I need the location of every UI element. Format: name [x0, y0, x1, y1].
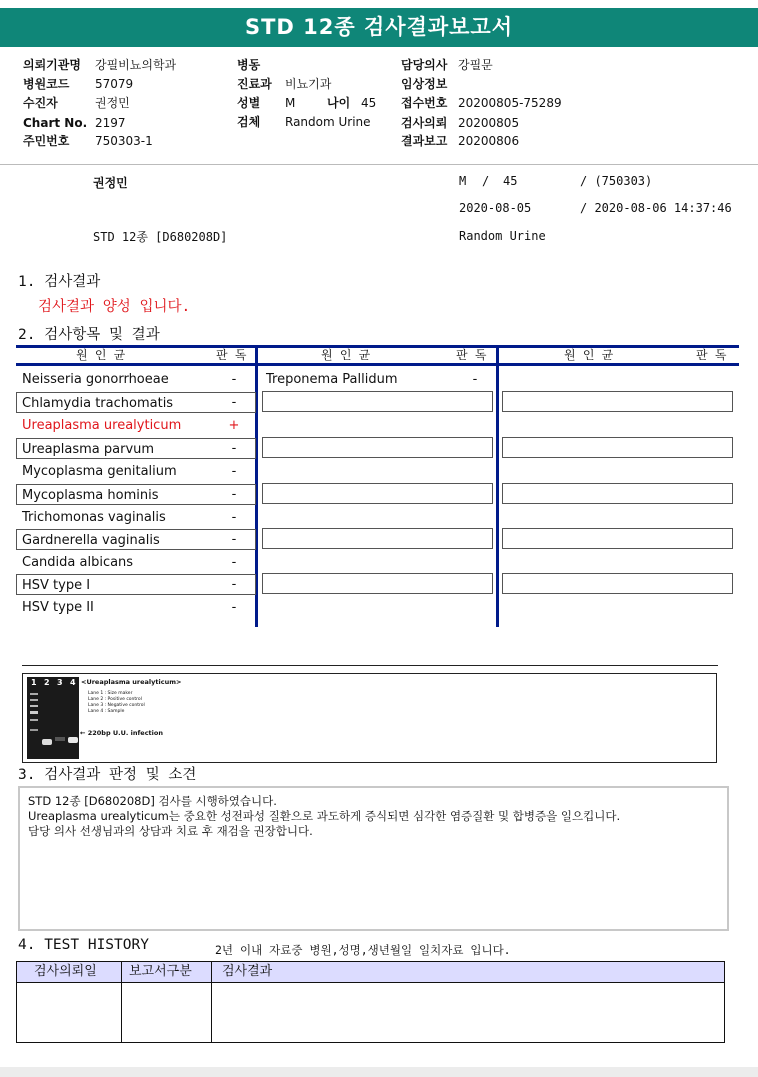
organism-result: - — [231, 464, 237, 479]
specimen-value: Random Urine — [285, 115, 371, 129]
ward-row: 병동 — [237, 58, 261, 72]
history-table — [16, 961, 725, 1043]
organism-result: - — [231, 441, 237, 456]
organism-name: Trichomonas vaginalis — [22, 510, 166, 525]
ladder-band — [30, 699, 38, 701]
sample-band — [68, 737, 78, 743]
organism-name: HSV type I — [16, 574, 256, 595]
gel-figure — [22, 673, 717, 763]
section4-heading: 4. TEST HISTORY — [18, 937, 149, 953]
lane-number: 4 — [70, 678, 76, 687]
rrn-value: 750303-1 — [95, 134, 153, 148]
empty-cell — [262, 437, 493, 458]
history-col-request: 검사의뢰일 — [34, 964, 97, 979]
summary-age: 45 — [503, 174, 518, 188]
chart-row: Chart No. 2197 — [23, 116, 126, 130]
organism-result: - — [231, 532, 237, 547]
organism-name: Chlamydia trachomatis — [16, 392, 256, 413]
empty-cell — [262, 528, 493, 549]
specimen-row: 검체 Random Urine — [237, 115, 371, 129]
dept-value: 비뇨기과 — [285, 77, 332, 91]
history-note: 2년 이내 자료중 병원,성명,생년월일 일치자료 입니다. — [215, 943, 511, 957]
empty-cell — [262, 483, 493, 504]
empty-cell — [502, 528, 733, 549]
organism-result: - — [231, 577, 237, 592]
patient-row: 수진자 권정민 — [23, 96, 130, 110]
organism-name: Mycoplasma hominis — [16, 484, 256, 505]
organism-name: Mycoplasma genitalium — [22, 464, 177, 479]
organism-result: - — [472, 372, 478, 387]
request-value: 20200805 — [458, 116, 520, 130]
positive-result: 검사결과 양성 입니다. — [38, 299, 191, 315]
summary-sex: M — [459, 174, 467, 188]
history-col-divider — [211, 962, 212, 1042]
positive-control-band — [42, 739, 52, 745]
report-title: STD 12종 검사결과보고서 — [0, 8, 758, 47]
patient-value: 권정민 — [95, 96, 130, 110]
section1-heading: 1. 검사결과 — [18, 274, 101, 290]
organism-result: - — [231, 487, 237, 502]
clinical-row: 임상정보 — [401, 77, 448, 91]
col3-organism-header: 원 인 균 — [564, 348, 614, 362]
summary-name: 권정민 — [93, 176, 128, 190]
empty-cell — [502, 483, 733, 504]
summary-test: STD 12종 [D680208D] — [93, 230, 228, 244]
lane-number: 1 — [31, 678, 37, 687]
divider — [0, 164, 758, 165]
receipt-value: 20200805-75289 — [458, 96, 562, 110]
organism-name: HSV type II — [22, 600, 94, 615]
section2-heading: 2. 검사항목 및 결과 — [18, 327, 160, 343]
ladder-band — [30, 711, 38, 714]
empty-cell — [502, 573, 733, 594]
history-col-result: 검사결과 — [222, 964, 273, 979]
result-table — [16, 345, 739, 627]
chart-value: 2197 — [95, 116, 126, 130]
sex-value: M — [285, 96, 296, 110]
doctor-row: 담당의사 강필문 — [401, 58, 493, 72]
opinion-line: 담당 의사 선생님과의 상담과 치료 후 재검을 권장합니다. — [28, 824, 313, 838]
organism-result: - — [231, 510, 237, 525]
opinion-line: STD 12종 [D680208D] 검사를 시행하였습니다. — [28, 794, 277, 808]
gel-legend-item: Lane 2 : Positive control — [88, 697, 142, 702]
empty-cell — [502, 391, 733, 412]
opinion-box — [18, 786, 729, 931]
lane-number: 2 — [44, 678, 50, 687]
hospital-code-row: 병원코드 57079 — [23, 77, 134, 91]
ladder-band — [30, 705, 38, 707]
gel-legend-item: Lane 3 : Negative control — [88, 703, 145, 708]
age-label: 나이 — [327, 96, 351, 110]
institution-value: 강필비뇨의학과 — [95, 58, 177, 72]
arrow-left-icon: ← — [80, 729, 88, 737]
empty-cell — [262, 573, 493, 594]
history-col-type: 보고서구분 — [129, 964, 192, 979]
receipt-row: 접수번호 20200805-75289 — [401, 96, 562, 110]
organism-result: - — [231, 395, 237, 410]
gel-legend-item: Lane 4 : Sample — [88, 709, 125, 714]
institution-row: 의뢰기관명 강필비뇨의학과 — [23, 58, 177, 72]
gel-image — [27, 677, 79, 759]
organism-name-positive: Ureaplasma urealyticum — [22, 418, 182, 433]
hospital-code-value: 57079 — [95, 77, 134, 91]
col1-result-header: 판 독 — [216, 348, 247, 362]
organism-name: Neisseria gonorrhoeae — [22, 372, 169, 387]
organism-result: - — [231, 555, 237, 570]
empty-cell — [262, 391, 493, 412]
summary-birth: / (750303) — [580, 174, 653, 188]
sex-row: 성별 M 나이 45 — [237, 96, 377, 110]
doctor-value: 강필문 — [458, 58, 493, 72]
organism-result-positive: + — [228, 418, 240, 433]
gel-title: <Ureaplasma urealyticum> — [81, 678, 182, 686]
organism-name: Gardnerella vaginalis — [16, 529, 256, 550]
patient-header — [0, 54, 758, 154]
opinion-line: Ureaplasma urealyticum는 중요한 성전파성 질환으로 과도하게 증식되면 심각한 염증질환 및 합병증을 일으킵니다. — [28, 809, 621, 823]
age-value: 45 — [361, 96, 377, 110]
empty-cell — [502, 437, 733, 458]
section3-heading: 3. 검사결과 판정 및 소견 — [18, 767, 197, 783]
organism-name: Ureaplasma parvum — [16, 438, 256, 459]
negative-control-band — [55, 737, 65, 741]
organism-result: - — [231, 600, 237, 615]
history-col-divider — [121, 962, 122, 1042]
organism-name: Candida albicans — [22, 555, 134, 570]
band-annotation: ← 220bp U.U. infection — [80, 729, 163, 737]
dept-row: 진료과 비뇨기과 — [237, 77, 332, 91]
summary-report-datetime: / 2020-08-06 14:37:46 — [580, 201, 732, 215]
lane-number: 3 — [57, 678, 63, 687]
col2-organism-header: 원 인 균 — [321, 348, 371, 362]
organism-name: Treponema Pallidum — [266, 372, 398, 387]
gel-divider — [22, 665, 718, 666]
request-row: 검사의뢰 20200805 — [401, 116, 520, 130]
page-footer-bar — [0, 1067, 758, 1077]
ladder-band — [30, 729, 38, 731]
col1-organism-header: 원 인 균 — [76, 348, 126, 362]
report-row: 결과보고 20200806 — [401, 134, 520, 148]
organism-result: - — [231, 372, 237, 387]
rrn-row: 주민번호 750303-1 — [23, 134, 153, 148]
gel-legend — [88, 691, 145, 715]
column-divider — [496, 345, 499, 627]
col2-result-header: 판 독 — [456, 348, 487, 362]
gel-legend-item: Lane 1 : Size maker — [88, 691, 133, 696]
summary-specimen: Random Urine — [459, 229, 546, 243]
col3-result-header: 판 독 — [696, 348, 727, 362]
report-value: 20200806 — [458, 134, 520, 148]
ladder-band — [30, 719, 38, 721]
history-header — [17, 962, 724, 983]
summary-request-date: 2020-08-05 — [459, 201, 532, 215]
summary-slash: / — [482, 174, 490, 188]
ladder-band — [30, 693, 38, 695]
